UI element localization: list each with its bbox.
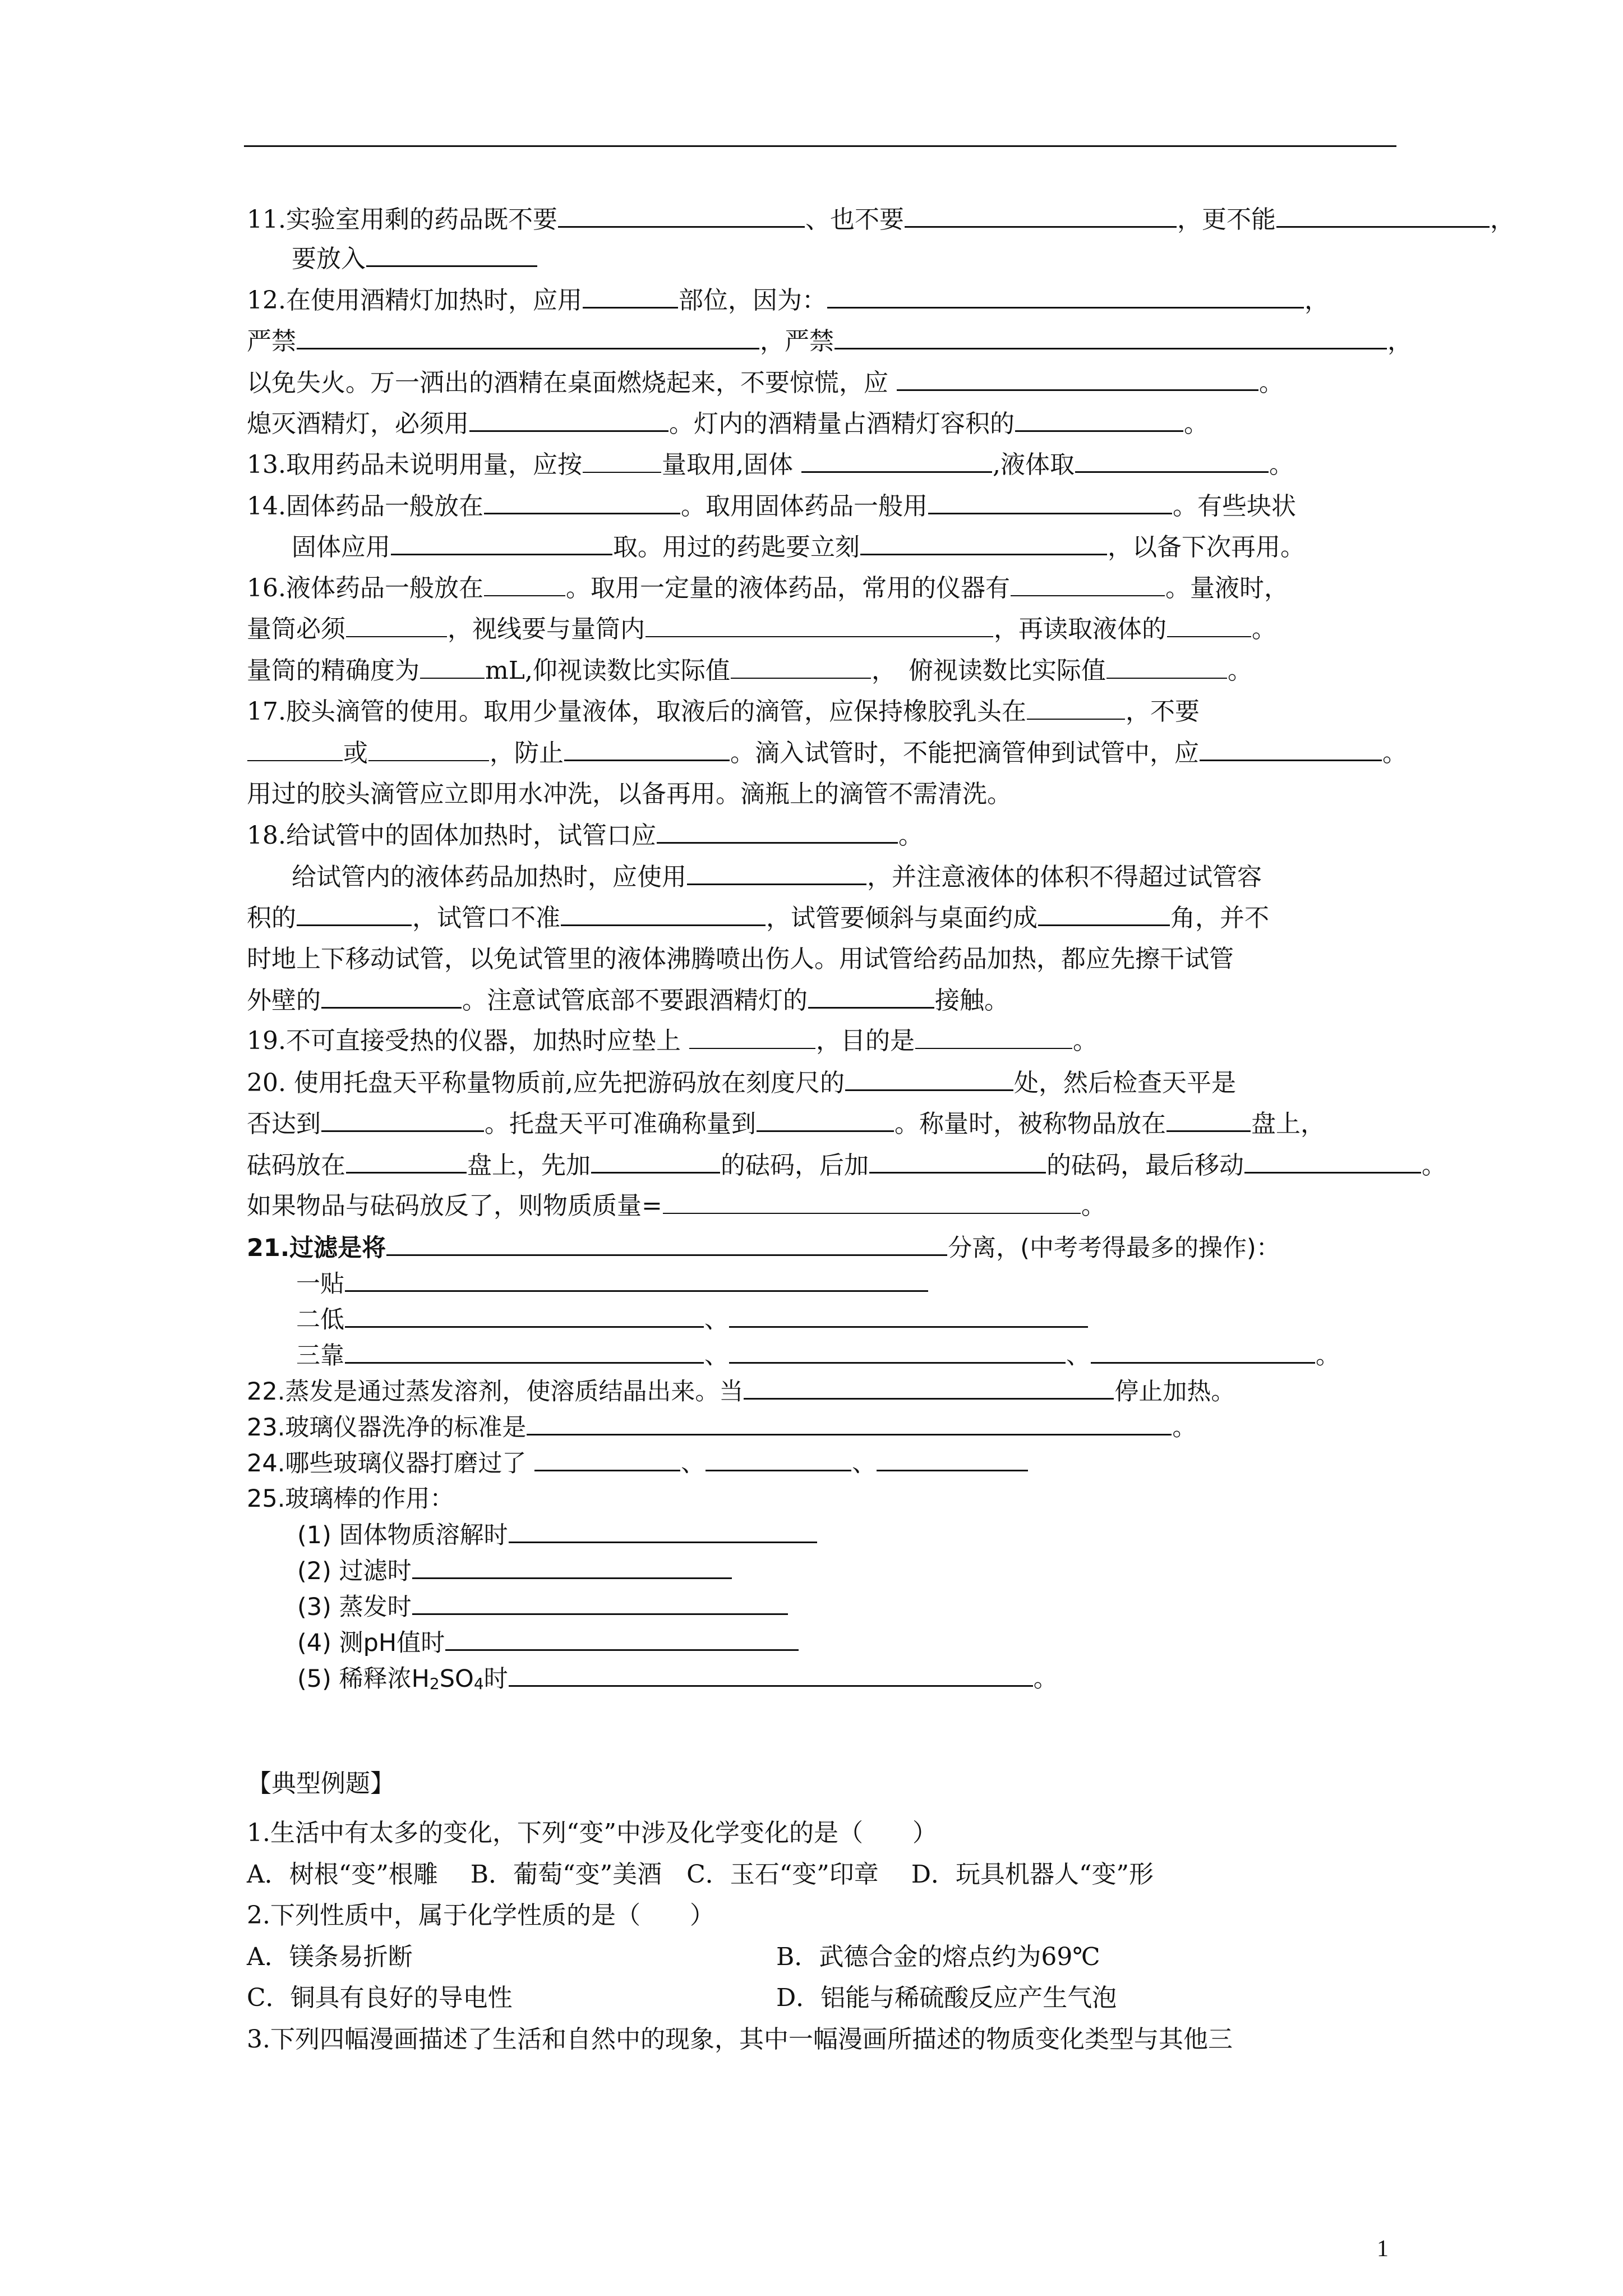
q12-blank-7[interactable] [1015, 408, 1183, 432]
q18-line4: 时地上下移动试管，以免试管里的液体沸腾喷出伤人。用试管给药品加热，都应先擦干试管 [247, 945, 1234, 973]
q12-line4: 熄灭酒精灯，必须用 。灯内的酒精量占酒精灯容积的 。 [247, 408, 1209, 444]
q19-line: 19.不可直接受热的仪器，加热时应垫上 ，目的是 。 [247, 1027, 1098, 1055]
q21-line4: 三靠 、 、 。 [296, 1340, 1340, 1375]
q22-blank[interactable] [744, 1375, 1114, 1400]
example-2-option-b: B．武德合金的熔点约为69℃ [776, 1943, 1100, 1971]
example-3-question: 3.下列四幅漫画描述了生活和自然中的现象，其中一幅漫画所描述的物质变化类型与其他三 [247, 2025, 1233, 2054]
q14-blank-1[interactable] [484, 490, 680, 514]
q25-item-5: (5) 稀释浓$H_2SO_4$时 。 [297, 1663, 1058, 1699]
q16-blank-5[interactable] [1167, 614, 1251, 637]
q18-line3: 积的 ，试管口不准 ，试管要倾斜与桌面约成 角，并不 [247, 902, 1269, 938]
q21-blank-7[interactable] [1091, 1340, 1315, 1364]
q21-blank-5[interactable] [345, 1340, 704, 1364]
q14-blank-3[interactable] [391, 531, 612, 555]
q18-line1: 18.给试管中的固体加热时，试管口应 。 [247, 820, 923, 855]
q25-item-2: (2) 过滤时 [297, 1555, 732, 1591]
q18-blank-2[interactable] [687, 861, 866, 885]
q16-blank-1[interactable] [484, 573, 565, 596]
q17-blank-4[interactable] [564, 737, 730, 761]
q16-blank-6[interactable] [420, 655, 485, 679]
q16-blank-8[interactable] [1106, 655, 1227, 679]
q25-item-1: (1) 固体物质溶解时 [297, 1519, 818, 1555]
q17-blank-5[interactable] [1200, 737, 1382, 761]
q24-blank-1[interactable] [534, 1447, 680, 1471]
q13-line: 13.取用药品未说明用量，应按 量取用,固体 ,液体取 。 [247, 449, 1294, 485]
q20-blank-5[interactable] [346, 1149, 467, 1174]
q17-line3: 用过的胶头滴管应立即用水冲洗，以备再用。滴瓶上的滴管不需清洗。 [247, 780, 1012, 808]
q25-blank-4[interactable] [445, 1627, 799, 1651]
q23-line: 23.玻璃仪器洗净的标准是 。 [247, 1411, 1196, 1447]
q24-line: 24.哪些玻璃仪器打磨过了 、 、 [247, 1447, 1029, 1483]
q12-line2: 严禁 ，严禁 ， [247, 325, 1412, 361]
q17-blank-3[interactable] [368, 738, 489, 761]
q12-blank-6[interactable] [469, 408, 668, 432]
q16-blank-4[interactable] [645, 614, 993, 637]
q18-blank-1[interactable] [657, 820, 898, 844]
q22-line: 22.蒸发是通过蒸发溶剂，使溶质结晶出来。当 停止加热。 [247, 1375, 1235, 1411]
q25-blank-1[interactable] [509, 1519, 817, 1543]
q25-blank-5[interactable] [509, 1663, 1033, 1687]
q20-line4: 如果物品与砝码放反了，则物质质量= 。 [247, 1191, 1106, 1220]
q19-blank-1[interactable] [689, 1025, 815, 1049]
q18-line5: 外壁的 。注意试管底部不要跟酒精灯的 接触。 [247, 984, 1009, 1020]
q17-blank-2[interactable] [247, 738, 343, 761]
q21-blank-3[interactable] [345, 1304, 704, 1328]
q13-blank-3[interactable] [1075, 449, 1269, 473]
q20-blank-3[interactable] [757, 1108, 894, 1132]
q20-line2: 否达到 。托盘天平可准确称量到 。称量时，被称物品放在 盘上， [247, 1108, 1325, 1144]
q14-blank-2[interactable] [928, 490, 1172, 514]
q25-blank-2[interactable] [412, 1555, 732, 1579]
q11-line1: 11.实验室用剩的药品既不要 、也不要 ，更不能 ， [247, 204, 1515, 240]
q16-line3: 量筒的精确度为 mL,仰视读数比实际值 ， 俯视读数比实际值 。 [247, 656, 1252, 685]
q20-blank-9[interactable] [663, 1190, 1081, 1214]
q16-line1: 16.液体药品一般放在 。取用一定量的液体药品，常用的仪器有 。量液时， [247, 574, 1289, 602]
example-2-option-d: D．铝能与稀硫酸反应产生气泡 [776, 1984, 1117, 2012]
q20-blank-2[interactable] [321, 1108, 484, 1132]
q16-line2: 量筒必须 ，视线要与量筒内 ，再读取液体的 。 [247, 615, 1276, 643]
q12-line3: 以免失火。万一洒出的酒精在桌面燃烧起来，不要惊慌，应 。 [247, 367, 1284, 403]
q25-title: 25.玻璃棒的作用： [247, 1485, 454, 1513]
q11-blank-2[interactable] [905, 204, 1177, 228]
example-2-option-c: C．铜具有良好的导电性 [247, 1984, 513, 2012]
q18-blank-6[interactable] [321, 984, 462, 1009]
q18-blank-3[interactable] [297, 902, 412, 926]
q11-blank-3[interactable] [1276, 204, 1490, 228]
q13-blank-1[interactable] [583, 449, 661, 473]
q20-blank-7[interactable] [869, 1149, 1046, 1174]
q21-blank-6[interactable] [729, 1340, 1066, 1364]
q20-line1: 20. 使用托盘天平称量物质前,应先把游码放在刻度尺的 处，然后检查天平是 [247, 1067, 1236, 1103]
example-1-options: A．树根“变”根雕 B．葡萄“变”美酒 C．玉石“变”印章 D．玩具机器人“变”形 [247, 1860, 1154, 1889]
q12-blank-4[interactable] [834, 325, 1387, 349]
q14-blank-4[interactable] [860, 531, 1107, 555]
q20-line3: 砝码放在 盘上，先加 的砝码，后加 的砝码，最后移动 。 [247, 1149, 1446, 1185]
example-2-option-a: A．镁条易折断 [247, 1943, 413, 1971]
q12-line1: 12.在使用酒精灯加热时，应用 部位，因为： ， [247, 284, 1329, 320]
q25-blank-3[interactable] [412, 1591, 788, 1615]
q13-blank-2[interactable] [801, 449, 992, 473]
q18-blank-7[interactable] [808, 984, 934, 1009]
header-rule [244, 145, 1396, 147]
q20-blank-1[interactable] [845, 1067, 1013, 1091]
q20-blank-6[interactable] [591, 1149, 720, 1174]
q21-line1: 21.过滤是将 分离，(中考考得最多的操作)： [247, 1232, 1280, 1268]
q21-blank-4[interactable] [729, 1304, 1088, 1328]
q12-blank-2[interactable] [827, 284, 1304, 309]
q24-blank-3[interactable] [877, 1447, 1028, 1471]
q18-line2: 给试管内的液体药品加热时，应使用 ，并注意液体的体积不得超过试管容 [292, 861, 1262, 897]
q21-blank-2[interactable] [345, 1268, 928, 1292]
q21-line2: 一贴 [296, 1268, 929, 1304]
q19-blank-2[interactable] [915, 1025, 1072, 1049]
q11-blank-4[interactable] [366, 243, 537, 267]
q12-blank-5[interactable] [897, 367, 1258, 391]
page-number: 1 [1377, 2236, 1389, 2262]
q17-blank-1[interactable] [1027, 696, 1125, 720]
example-1-question: 1.生活中有太多的变化，下列“变”中涉及化学变化的是（ ） [247, 1819, 937, 1847]
q20-blank-4[interactable] [1166, 1108, 1251, 1132]
q20-blank-8[interactable] [1244, 1149, 1421, 1174]
q17-line1: 17.胶头滴管的使用。取用少量液体，取液后的滴管，应保持橡胶乳头在 ，不要 [247, 697, 1200, 726]
example-2-question: 2.下列性质中，属于化学性质的是（ ） [247, 1901, 714, 1930]
q12-blank-1[interactable] [583, 284, 678, 309]
q21-blank-1[interactable] [386, 1232, 947, 1256]
q25-item-3: (3) 蒸发时 [297, 1591, 789, 1627]
q16-blank-2[interactable] [1011, 573, 1165, 596]
q16-blank-3[interactable] [346, 614, 447, 637]
q24-blank-2[interactable] [706, 1447, 851, 1471]
q14-line1: 14.固体药品一般放在 。取用固体药品一般用 。有些块状 [247, 490, 1296, 526]
examples-heading: 【典型例题】 [247, 1769, 395, 1798]
q17-line2: 或 ，防止 。滴入试管时，不能把滴管伸到试管中，应 。 [247, 737, 1407, 773]
q12-blank-3[interactable] [297, 325, 759, 349]
q16-blank-7[interactable] [731, 655, 871, 679]
q11-blank-1[interactable] [558, 204, 805, 228]
q23-blank[interactable] [527, 1411, 1172, 1435]
q18-blank-5[interactable] [1038, 902, 1170, 926]
q11-line2: 要放入 [292, 243, 538, 279]
q25-item-4: (4) 测pH值时 [297, 1627, 799, 1663]
q18-blank-4[interactable] [561, 902, 766, 926]
q14-line2: 固体应用 取。用过的药匙要立刻 ，以备下次再用。 [292, 531, 1305, 567]
q21-line3: 二低 、 [296, 1304, 1089, 1340]
